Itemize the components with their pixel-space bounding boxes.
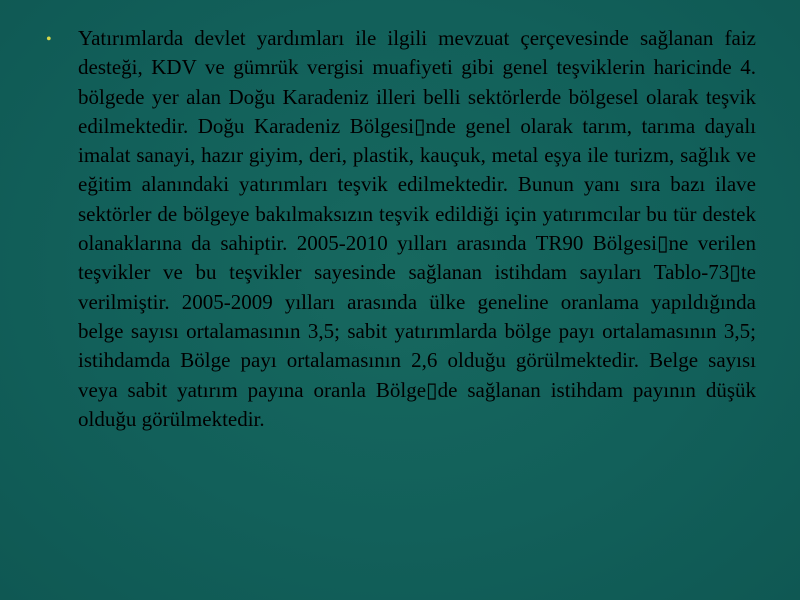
body-paragraph: Yatırımlarda devlet yardımları ile ilgili mevzuat çerçevesinde sağlanan faiz desteği, KDV ve gümrük vergisi muafiyeti gibi genel teşviklerin haricinde 4. bölgede yer alan Doğu Karadeniz illeri belli sektörlerde bölgesel olarak teşvik edilmektedir. Doğu Karadeniz Bölgesi▯nde genel olarak tarım, tarıma dayalı imalat sanayi, hazır giyim, deri, plastik, kauçuk, metal eşya ile turizm, sağlık ve eğitim alanındaki yatırımları teşvik edilmektedir. Bunun yanı sıra bazı ilave sektörler de bölgeye bakılmaksızın teşvik edildiği için yatırımcılar bu tür destek olanaklarına da sahiptir. 2005-2010 yılları arasında TR90 Bölgesi▯ne verilen teşvikler ve bu teşvikler sayesinde sağlanan istihdam sayıları Tablo-73▯te verilmiştir. 2005-2009 yılları arasında ülke geneline oranlama yapıldığında belge sayısı ortalamasının 3,5; sabit yatırımlarda bölge payı ortalamasının 3,5; istihdamda Bölge payı ortalamasının 2,6 olduğu görülmektedir. Belge sayısı veya sabit yatırım payına oranla Bölge▯de sağlanan istihdam payının düşük olduğu görülmektedir.	[78, 26, 756, 431]
bullet-marker: •	[46, 31, 52, 48]
bullet-item	[46, 24, 756, 434]
